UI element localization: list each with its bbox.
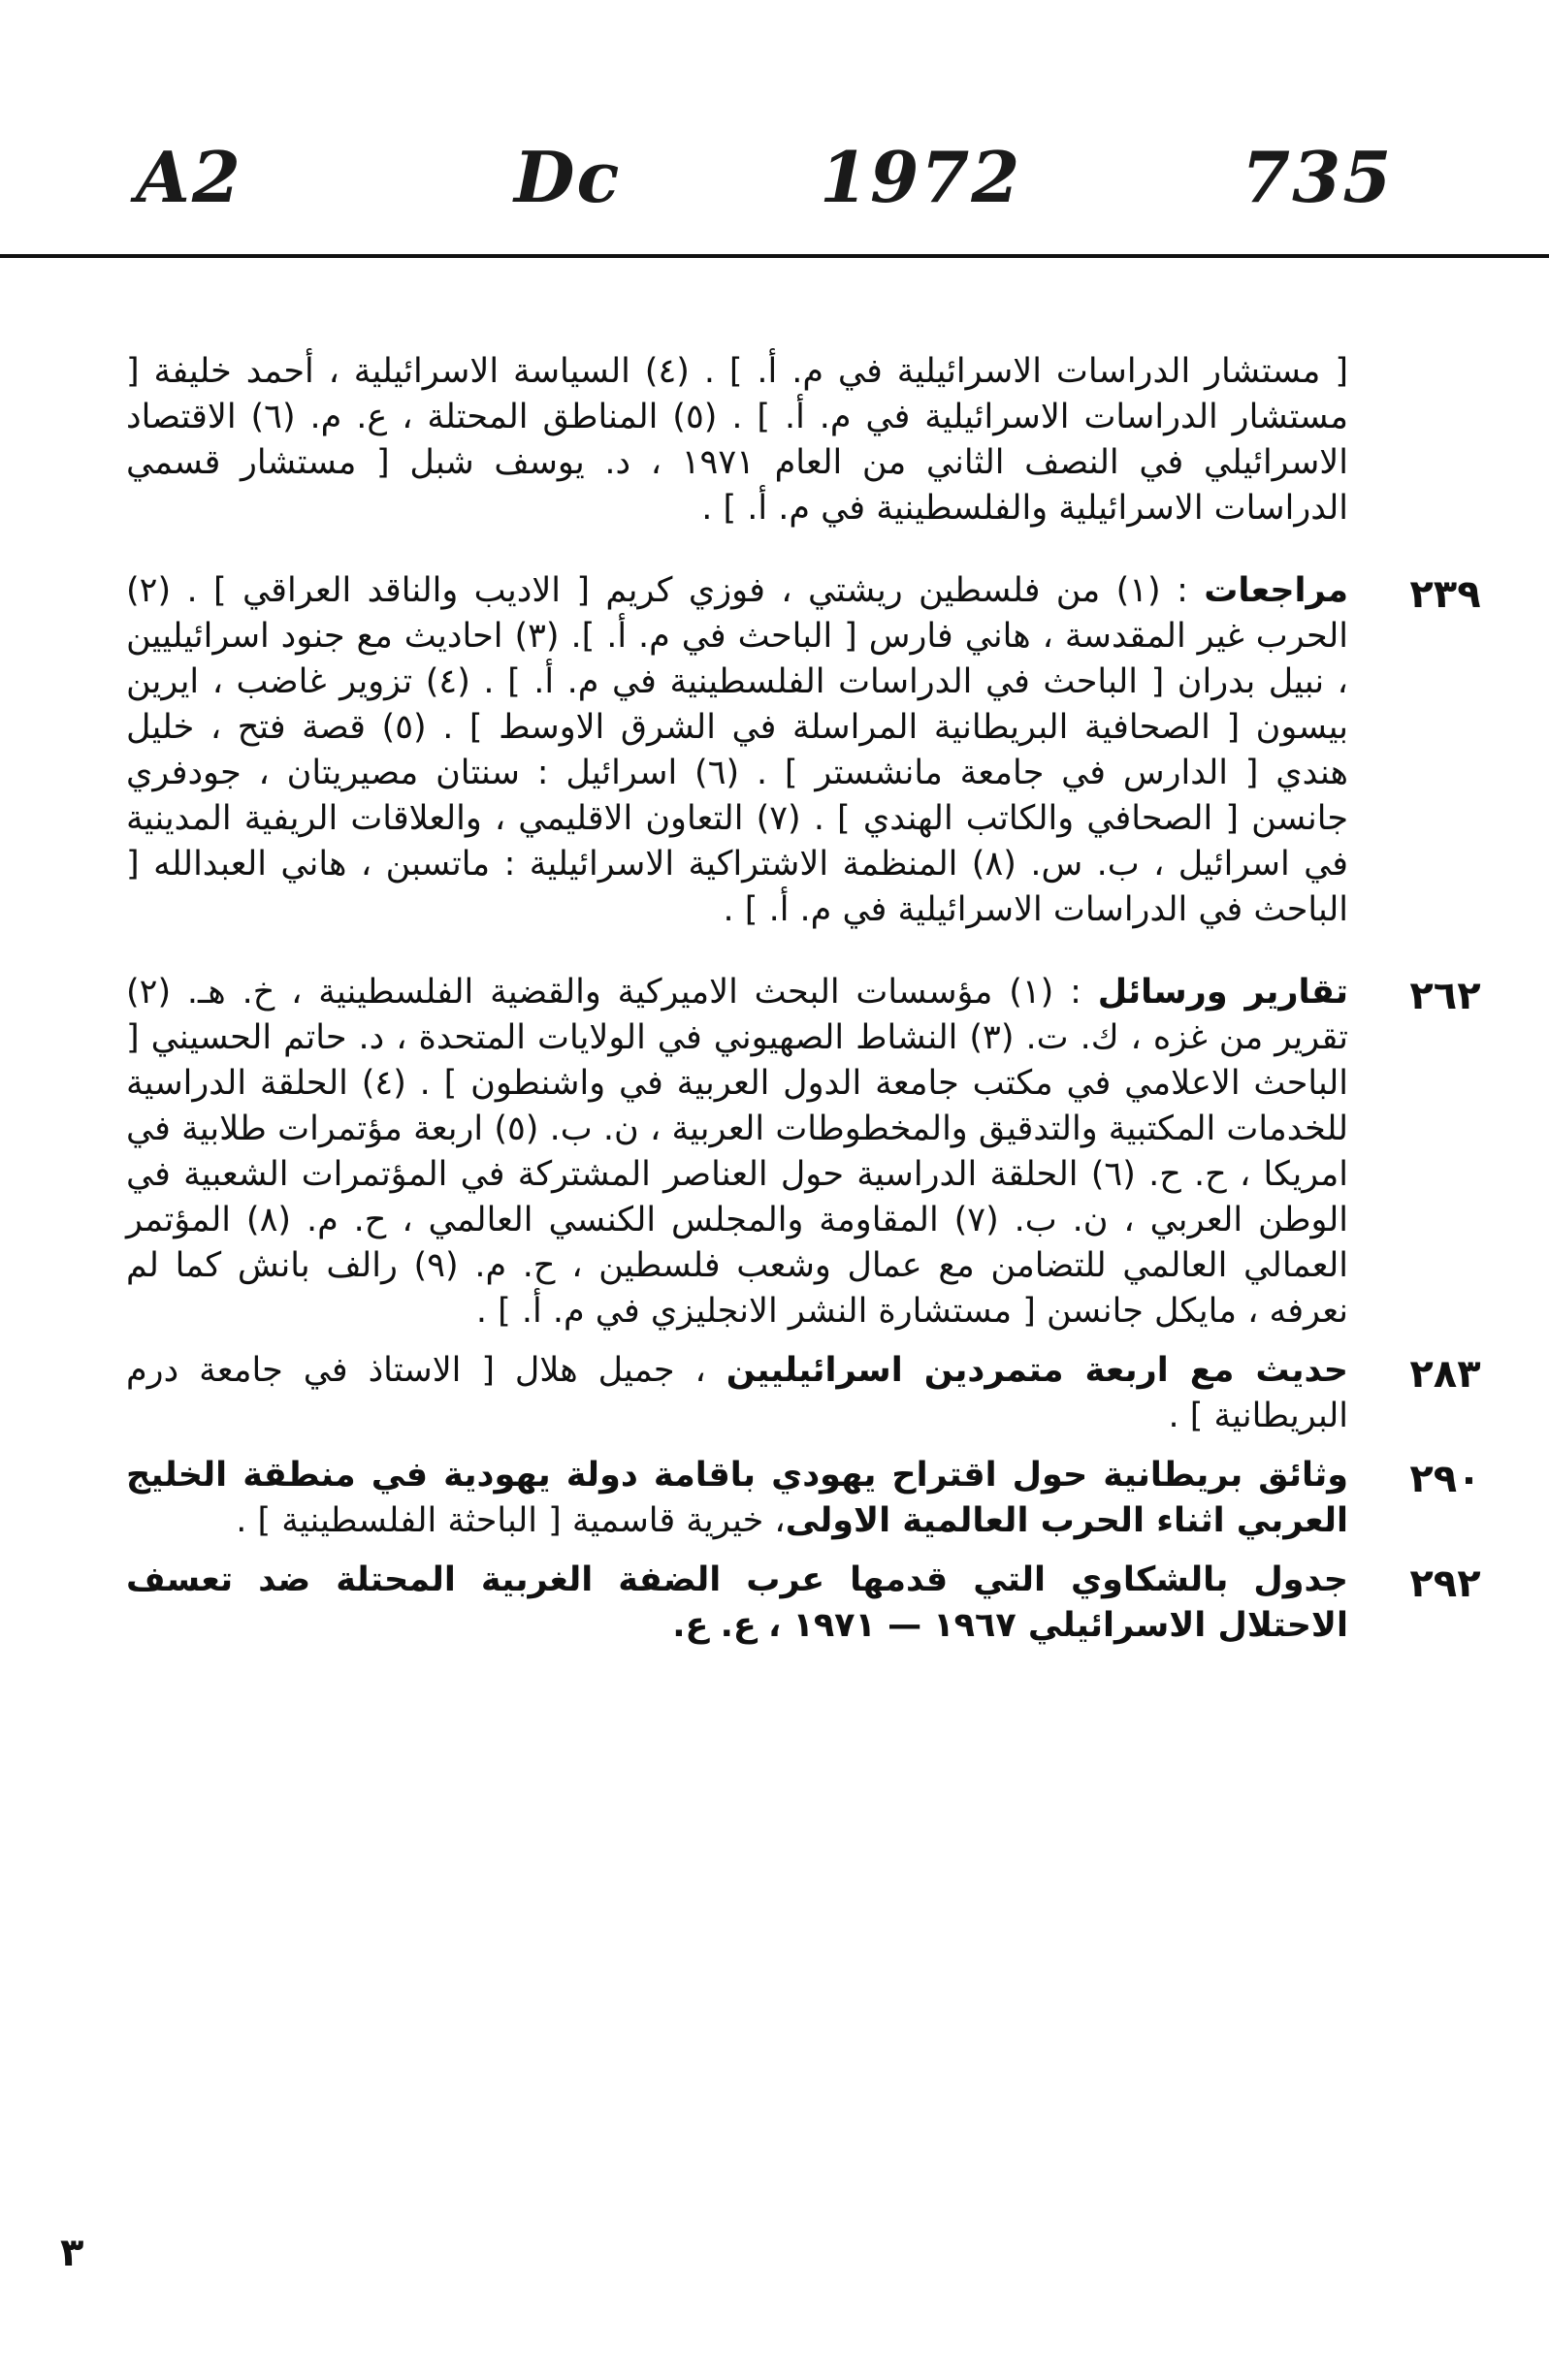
entry-title: حديث مع اربعة متمردين اسرائيليين: [726, 1351, 1348, 1390]
entry-body: [126, 568, 1348, 933]
entry-body: [126, 349, 1348, 531]
entry-text: [ مستشار الدراسات الاسرائيلية في م. أ. ] . (٤) السياسة الاسرائيلية ، أحمد خليفة [ مستشار الدراسات الاسرائيلية في م. أ. ] . (٥) المناطق المحتلة ، ع. م. (٦) الاقتصاد الاسرائيلي في النصف الثاني من العام ١٩٧١ ، د. يوسف شبل [ مستشار قسمي الدراسات الاسرائيلية والفلسطينية في م. أ. ] .: [126, 352, 1349, 528]
entry-body: [126, 1348, 1348, 1439]
entry-title: تقارير ورسائل: [1097, 973, 1348, 1012]
entry-number: ٢٩٠: [1409, 1457, 1481, 1501]
entry-number: [1382, 349, 1508, 351]
entry-number: ٢٨٣: [1409, 1352, 1481, 1397]
index-content: [92, 349, 1508, 1649]
entry-text: ، ع. ع.: [672, 1606, 793, 1645]
handwritten-dc: Dc: [514, 136, 622, 218]
entry-body: [126, 970, 1348, 1335]
entry-text: ، جميل هلال [ الاستاذ في جامعة درم البريطانية ] .: [126, 1351, 1348, 1435]
entry-number: ٢٩٢: [1409, 1561, 1481, 1606]
entry-292: [92, 1558, 1508, 1649]
entry-text: : (١) مؤسسات البحث الاميركية والقضية الفلسطينية ، خ. هـ. (٢) تقرير من غزه ، ك. ت. (٣) النشاط الصهيوني في الولايات المتحدة ، د. حاتم الحسيني [ الباحث الاعلامي في مكتب جامعة الدول العربية في واشنطون ] . (٤) الحلقة الدراسية للخدمات المكتبية والتدقيق والمخطوطات العربية ، ن. ب. (٥) اربعة مؤتمرات طلابية في امريكا ، ح. ح. (٦) الحلقة الدراسية حول العناصر المشتركة في المؤتمرات الشعبية في الوطن العربي ، ن. ب. (٧) المقاومة والمجلس الكنسي العالمي ، ح. م. (٨) المؤتمر العمالي العالمي للتضامن مع عمال وشعب فلسطين ، ح. م. (٩) رالف بانش كما لم نعرفه ، مايكل جانسن [ مستشارة النشر الانجليزي في م. أ. ] .: [126, 973, 1349, 1331]
entry-239: [92, 568, 1508, 933]
entry-body: [126, 1453, 1348, 1544]
entry-continuation: [92, 349, 1508, 531]
entry-text: ، خيرية قاسمية [ الباحثة الفلسطينية ] .: [236, 1501, 786, 1540]
entry-title: وثائق بريطانية حول اقتراح يهودي باقامة دولة يهودية في منطقة الخليج العربي اثناء الحرب العالمية الاولى: [126, 1456, 1348, 1540]
entry-number: ٢٦٢: [1409, 974, 1481, 1018]
header-rule: [0, 254, 1549, 258]
entry-text: : (١) من فلسطين ريشتي ، فوزي كريم [ الاديب والناقد العراقي ] . (٢) الحرب غير المقدسة ، هاني فارس [ الباحث في م. أ. ]. (٣) احاديث مع جنود اسرائيليين ، نبيل بدران [ الباحث في الدراسات الفلسطينية في م. أ. ] . (٤) تزوير غاضب ، ايرين بيسون [ الصحافية البريطانية المراسلة في الشرق الاوسط ] . (٥) قصة فتح ، خليل هندي [ الدارس في جامعة مانشستر ] . (٦) اسرائيل : سنتان مصيريتان ، جودفري جانسن [ الصحافي والكاتب الهندي ] . (٧) التعاون الاقليمي ، والعلاقات الريفية المدينية في اسرائيل ، ب. س. (٨) المنظمة الاشتراكية الاسرائيلية : ماتسبن ، هاني العبدالله [ الباحث في الدراسات الاسرائيلية في م. أ. ] .: [126, 571, 1349, 929]
entry-262: [92, 970, 1508, 1335]
page-number: ٣: [60, 2231, 84, 2275]
handwritten-number: 735: [1242, 136, 1394, 218]
entry-body: [126, 1558, 1348, 1649]
entry-290: [92, 1453, 1508, 1544]
entry-number: ٢٣٩: [1409, 572, 1481, 617]
entry-title: جدول بالشكاوي التي قدمها عرب الضفة الغربية المحتلة ضد تعسف الاحتلال الاسرائيلي ١٩٦٧ — ١٩٧١: [126, 1560, 1348, 1645]
entry-283: [92, 1348, 1508, 1439]
handwritten-year: 1972: [820, 136, 1022, 218]
handwritten-a2: A2: [136, 136, 242, 218]
entry-title: مراجعات: [1204, 571, 1348, 610]
